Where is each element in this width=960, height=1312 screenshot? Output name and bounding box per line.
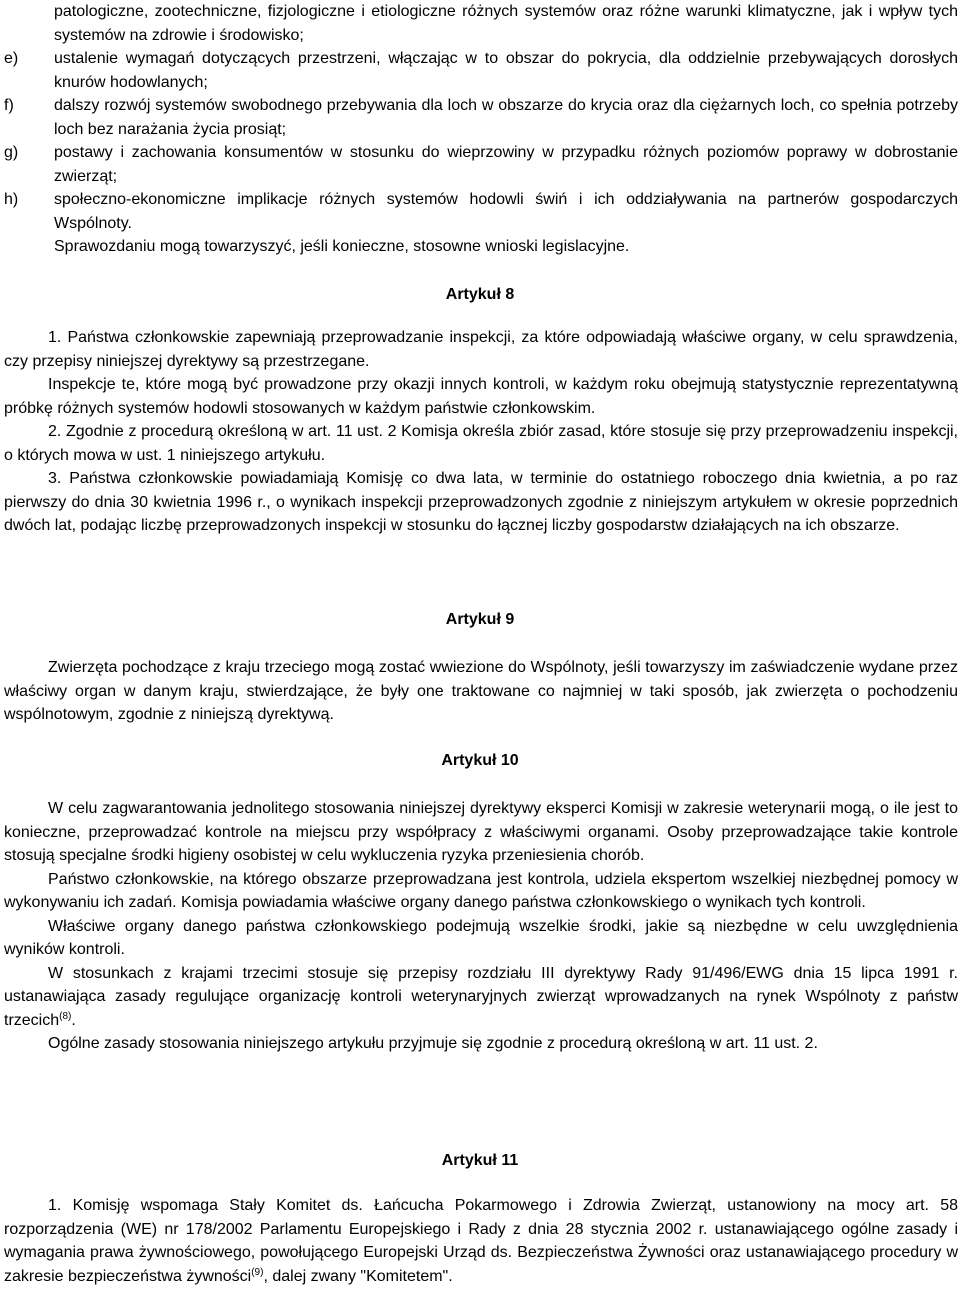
article-9-body — [4, 656, 958, 727]
article-8-paragraph-3: 2. Zgodnie z procedurą określoną w art. 11 ust. 2 Komisja określa zbiór zasad, które stosuje się przy przeprowadzeniu inspekcji, o których mowa w ust. 1 niniejszego artykułu. — [4, 423, 958, 464]
article-10-heading: Artykuł 10 — [441, 752, 519, 769]
article-8-body — [4, 326, 958, 538]
article-9-paragraph-1: Zwierzęta pochodzące z kraju trzeciego mogą zostać wwiezione do Wspólnoty, jeśli towarzyszy im zaświadczenie wydane przez właściwy organ w danym kraju, stwierdzające, że były one traktowane co najmniej w taki sposób, jak zwierzęta o pochodzeniu wspólnotowym, zgodnie z niniejszą dyrektywą. — [4, 659, 958, 723]
article-11-heading: Artykuł 11 — [441, 1152, 519, 1169]
article-9-heading: Artykuł 9 — [445, 611, 515, 628]
list-item — [4, 0, 958, 47]
article-10-paragraph-2: Państwo członkowskie, na którego obszarze przeprowadzana jest kontrola, udziela ekspertom wszelkiej niezbędnej pomocy w wykonywaniu ich zadań. Komisja powiadamia właściwe organy danego państwa członkowskiego o wynikach tych kontroli. — [4, 870, 958, 911]
list-item — [4, 94, 958, 141]
list-item-text: społeczno-ekonomiczne implikacje różnych systemów hodowli świń i ich oddziaływania na partnerów gospodarczych Wspólnoty. — [54, 191, 958, 232]
list-marker: h) — [4, 191, 19, 208]
list-item-text: dalszy rozwój systemów swobodnego przebywania dla loch w obszarze do krycia oraz dla ciężarnych loch, co spełnia potrzeby loch bez narażania życia prosiąt; — [54, 97, 958, 138]
article-10-paragraph-3: Właściwe organy danego państwa członkowskiego podejmują wszelkie środki, jakie są niezbędne w celu uwzględnienia wyników kontroli. — [4, 917, 958, 958]
list-marker: g) — [4, 144, 19, 161]
list-item-text: postawy i zachowania konsumentów w stosunku do wieprzowiny w przypadku różnych poziomów poprawy w dobrostanie zwierząt; — [54, 144, 958, 185]
article-10-paragraph-4-text: W stosunkach z krajami trzecimi stosuje się przepisy rozdziału III dyrektywy Rady 91/496/EWG dnia 15 lipca 1991 r. ustanawiająca zasady regulujące organizację kontroli weterynaryjnych zwierząt wprowadzanych na rynek Wspólnoty z państw trzecich — [4, 964, 958, 1029]
article-8-paragraph-2: Inspekcje te, które mogą być prowadzone przy okazji innych kontroli, w każdym roku obejmują statystycznie reprezentatywną próbkę różnych systemów hodowli stosowanych w każdym państwie członkowskim. — [4, 376, 958, 417]
list-item-text: patologiczne, zootechniczne, fizjologiczne i etiologiczne różnych systemów oraz różne warunki klimatyczne, jak i wpływ tych systemów na zdrowie i środowisko; — [54, 3, 958, 44]
article-8-heading: Artykuł 8 — [445, 286, 515, 303]
article-10-paragraph-4-end: . — [71, 1011, 76, 1029]
article-10-paragraph-4 — [4, 962, 958, 1033]
article-10-body — [4, 797, 958, 1056]
article-8-paragraph-4: 3. Państwa członkowskie powiadamiają Komisję co dwa lata, w terminie do ostatniego roboczego dnia kwietnia, a po raz pierwszy do dnia 30 kwietnia 1996 r., o wynikach inspekcji przeprowadzonych zgodnie z niniejszym artykułem w okresie poprzednich dwóch lat, podając liczbę przeprowadzonych inspekcji w stosunku do łącznej liczby gospodarstw działających na ich obszarze. — [4, 470, 958, 534]
article-11-body — [4, 1194, 958, 1288]
list-item — [4, 141, 958, 188]
article-10-paragraph-1: W celu zagwarantowania jednolitego stosowania niniejszej dyrektywy eksperci Komisji w zakresie weterynarii mogą, o ile jest to konieczne, przeprowadzać kontrole na miejscu przy współpracy z właściwymi organami. Osoby przeprowadzające takie kontrole stosują specjalne środki higieny osobistej w celu wykluczenia ryzyka przeniesienia chorób. — [4, 800, 958, 864]
article-8-paragraph-1: 1. Państwa członkowskie zapewniają przeprowadzanie inspekcji, za które odpowiadają właściwe organy, w celu sprawdzenia, czy przepisy niniejszej dyrektywy są przestrzegane. — [4, 329, 958, 370]
closing-sentence: Sprawozdaniu mogą towarzyszyć, jeśli konieczne, stosowne wnioski legislacyjne. — [54, 238, 630, 255]
list-item-text: ustalenie wymagań dotyczących przestrzeni, włączając w to obszar do pokrycia, dla oddzielnie przebywających dorosłych knurów hodowlanych; — [54, 50, 958, 91]
list-marker: e) — [4, 50, 19, 67]
enumerated-list — [4, 0, 958, 259]
list-marker: f) — [4, 97, 14, 114]
article-10-paragraph-5: Ogólne zasady stosowania niniejszego artykułu przyjmuje się zgodnie z procedurą określoną w art. 11 ust. 2. — [48, 1035, 818, 1052]
article-11-paragraph-1-text: 1. Komisję wspomaga Stały Komitet ds. Łańcucha Pokarmowego i Zdrowia Zwierząt, ustanowiony na mocy art. 58 rozporządzenia (WE) nr 178/2002 Parlamentu Europejskiego i Rady z dnia 28 stycznia 2002 r. ustanawiającego ogólne zasady i wymagania prawa żywnościowego, powołującego Europejski Urząd ds. Bezpieczeństwa Żywności oraz ustanawiającego procedury w zakresie bezpieczeństwa żywności — [4, 1197, 958, 1285]
list-item — [4, 188, 958, 235]
footnote-ref-8: (8) — [59, 1010, 72, 1022]
footnote-ref-9: (9) — [251, 1266, 264, 1278]
article-11-paragraph-1 — [4, 1194, 958, 1288]
article-11-paragraph-1-end: , dalej zwany "Komitetem". — [263, 1267, 453, 1285]
list-item — [4, 47, 958, 94]
